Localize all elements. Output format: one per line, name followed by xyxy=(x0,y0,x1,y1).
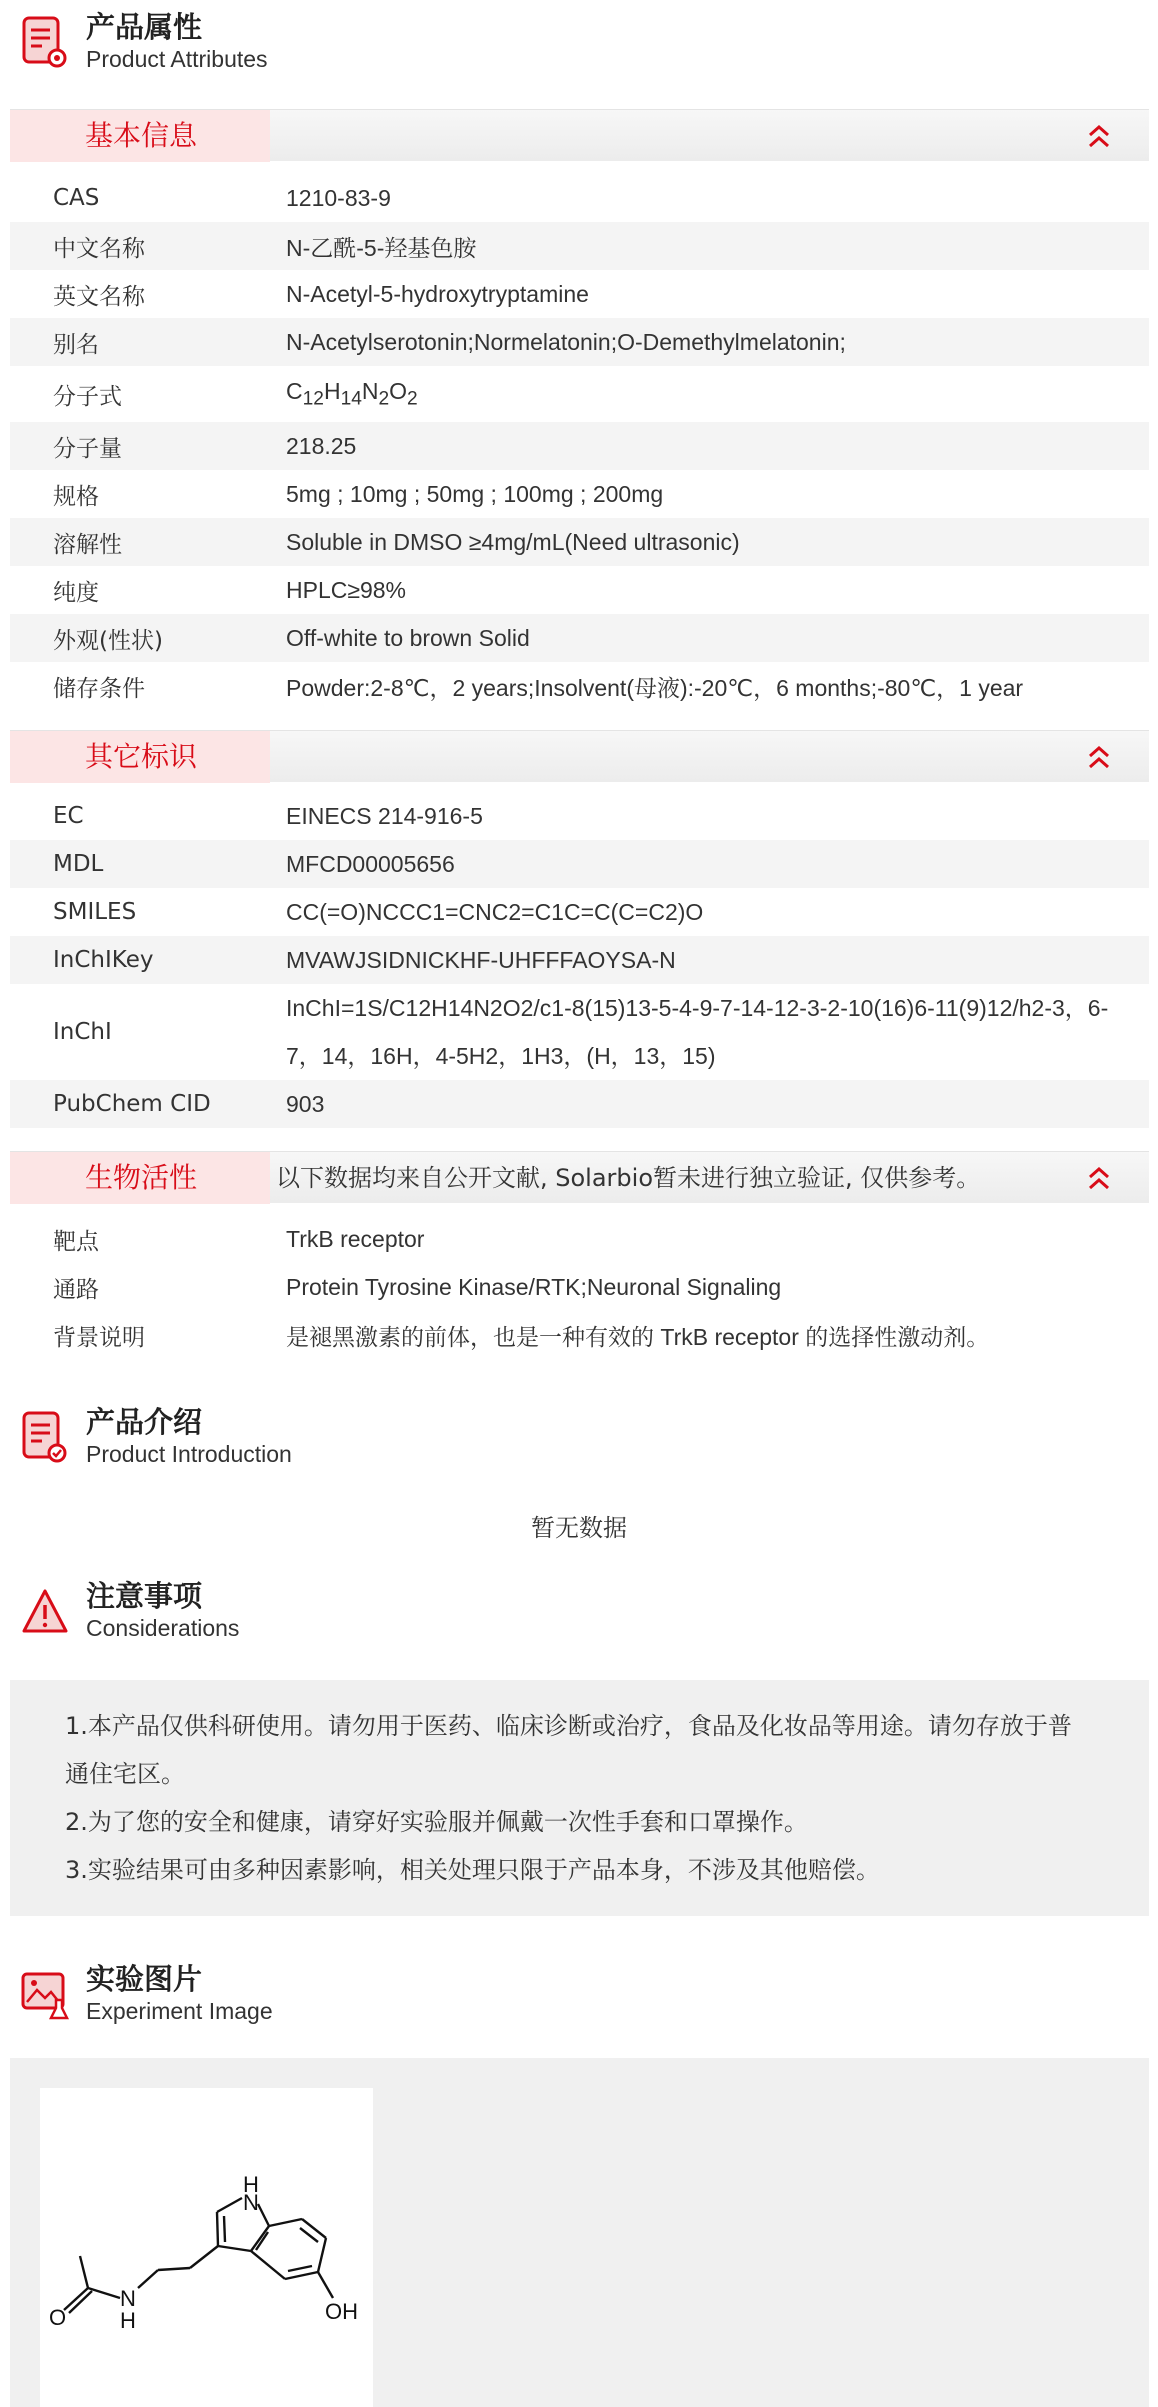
row-value: 218.25 xyxy=(286,432,357,459)
row-value: 1210-83-9 xyxy=(286,184,391,211)
row-value: N-乙酰-5-羟基色胺 xyxy=(286,234,477,261)
section-bar-other[interactable] xyxy=(10,730,1149,782)
document-gear-icon xyxy=(20,12,70,72)
table-row-spec xyxy=(10,470,1149,518)
row-value: MFCD00005656 xyxy=(286,850,455,877)
row-key: SMILES xyxy=(53,899,137,925)
other-id-table xyxy=(10,792,1149,1128)
row-value: MVAWJSIDNICKHF-UHFFFAOYSA-N xyxy=(286,946,676,973)
row-key: CAS xyxy=(53,185,100,211)
row-key: MDL xyxy=(53,851,104,877)
row-key: 背景说明 xyxy=(53,1324,145,1351)
warning-triangle-icon xyxy=(20,1581,70,1641)
row-key: 溶解性 xyxy=(53,531,122,558)
row-key: InChI xyxy=(53,1019,112,1045)
disclaimer-note: 以下数据均来自公开文献, Solarbio暂未进行独立验证, 仅供参考。 xyxy=(276,1164,981,1192)
row-value: Soluble in DMSO ≥4mg/mL(Need ultrasonic) xyxy=(286,528,740,555)
table-row-purity xyxy=(10,566,1149,614)
collapse-chevron-icon[interactable] xyxy=(1087,122,1111,150)
table-row-storage xyxy=(10,662,1149,710)
row-key: PubChem CID xyxy=(53,1091,211,1117)
row-key: 别名 xyxy=(53,331,99,358)
section-header-considerations xyxy=(20,1579,239,1643)
table-row-target xyxy=(10,1215,1149,1263)
section-title-en: Product Attributes xyxy=(86,46,268,72)
section-title-en: Considerations xyxy=(86,1615,240,1641)
chemical-structure-drawing xyxy=(40,2088,373,2407)
image-flask-icon xyxy=(20,1964,70,2024)
section-bar-label: 其它标识 xyxy=(10,731,270,783)
section-bar-basic[interactable] xyxy=(10,109,1149,161)
table-row-pathway xyxy=(10,1263,1149,1311)
row-value: CC(=O)NCCC1=CNC2=C1C=C(C=C2)O xyxy=(286,898,704,925)
row-value: Off-white to brown Solid xyxy=(286,624,530,651)
row-value: InChI=1S/C12H14N2O2/c1-8(15)13-5-4-9-7-14-12-3-2-10(16)6-11(9)12/h2-3，6-7，14，16H，4-5H2，1H3，(H，13，15) xyxy=(286,995,1109,1069)
table-row-smiles xyxy=(10,888,1149,936)
formula-value: $C_{12}H_{14}N_2O_2$ xyxy=(286,377,418,410)
section-header-experiment xyxy=(20,1962,273,2026)
atom-label-n-ring: N xyxy=(243,2190,259,2215)
row-key: 靶点 xyxy=(53,1228,99,1255)
table-row-appearance xyxy=(10,614,1149,662)
table-row-cas xyxy=(10,174,1149,222)
table-row-background xyxy=(10,1311,1149,1359)
row-key: 中文名称 xyxy=(53,235,145,262)
section-header-attributes xyxy=(20,10,268,74)
section-title-en: Experiment Image xyxy=(86,1998,273,2024)
row-key: 英文名称 xyxy=(53,283,145,310)
row-value: Powder:2-8℃，2 years;Insolvent(母液):-20℃，6 months;-80℃，1 year xyxy=(286,674,1024,701)
no-data-text: 暂无数据 xyxy=(531,1514,627,1542)
section-title-zh: 注意事项 xyxy=(86,1579,203,1613)
consideration-item: 2.为了您的安全和健康，请穿好实验服并佩戴一次性手套和口罩操作。 xyxy=(65,1808,808,1836)
consideration-item: 3.实验结果可由多种因素影响，相关处理只限于产品本身，不涉及其他赔偿。 xyxy=(65,1856,880,1884)
table-row-alias xyxy=(10,318,1149,366)
row-key: 外观(性状) xyxy=(53,627,163,654)
section-title-en: Product Introduction xyxy=(86,1441,292,1467)
section-bar-bio[interactable] xyxy=(10,1151,1149,1203)
atom-label-oh: OH xyxy=(325,2299,358,2324)
document-check-icon xyxy=(20,1407,70,1467)
row-value: 903 xyxy=(286,1090,325,1117)
bio-activity-table xyxy=(10,1215,1149,1359)
row-key: 纯度 xyxy=(53,579,99,606)
table-row-formula xyxy=(10,366,1149,422)
row-key: 规格 xyxy=(53,483,99,510)
section-bar-label: 基本信息 xyxy=(10,110,270,162)
experiment-image-panel xyxy=(10,2058,1149,2407)
consideration-item: 1.本产品仅供科研使用。请勿用于医药、临床诊断或治疗，食品及化妆品等用途。请勿存放于普通住宅区。 xyxy=(65,1712,1072,1788)
row-value: 是褪黑激素的前体，也是一种有效的 TrkB receptor 的选择性激动剂。 xyxy=(286,1323,990,1350)
collapse-chevron-icon[interactable] xyxy=(1087,1164,1111,1192)
row-value: N-Acetyl-5-hydroxytryptamine xyxy=(286,280,589,307)
atom-label-o: O xyxy=(49,2305,67,2330)
row-value: 5mg ; 10mg ; 50mg ; 100mg ; 200mg xyxy=(286,480,664,507)
table-row-zh-name xyxy=(10,222,1149,270)
considerations-box xyxy=(10,1680,1149,1916)
atom-label-n-amide: N xyxy=(120,2286,136,2311)
section-title-zh: 产品属性 xyxy=(86,10,203,44)
collapse-chevron-icon[interactable] xyxy=(1087,743,1111,771)
table-row-inchi xyxy=(10,984,1149,1080)
atom-label-h-amide: H xyxy=(120,2308,136,2333)
table-row-en-name xyxy=(10,270,1149,318)
basic-info-table xyxy=(10,174,1149,710)
row-value: HPLC≥98% xyxy=(286,576,407,603)
row-key: 分子量 xyxy=(53,435,122,462)
row-key: InChIKey xyxy=(53,947,154,973)
row-key: 储存条件 xyxy=(53,675,145,702)
section-header-intro xyxy=(20,1405,292,1469)
row-key: 通路 xyxy=(53,1276,99,1303)
row-key: EC xyxy=(53,803,84,829)
section-title-zh: 实验图片 xyxy=(86,1962,203,1996)
table-row-mdl xyxy=(10,840,1149,888)
section-title-zh: 产品介绍 xyxy=(86,1405,203,1439)
row-value: N-Acetylserotonin;Normelatonin;O-Demethylmelatonin; xyxy=(286,328,846,355)
row-value: EINECS 214-916-5 xyxy=(286,802,483,829)
table-row-pubchem xyxy=(10,1080,1149,1128)
structure-image[interactable] xyxy=(40,2088,373,2407)
atom-label-h-ring: H xyxy=(243,2172,259,2197)
table-row-ec xyxy=(10,792,1149,840)
table-row-mw xyxy=(10,422,1149,470)
table-row-solubility xyxy=(10,518,1149,566)
row-key: 分子式 xyxy=(53,383,122,410)
table-row-inchikey xyxy=(10,936,1149,984)
section-bar-label: 生物活性 xyxy=(10,1152,270,1204)
row-value: TrkB receptor xyxy=(286,1225,425,1252)
row-value: Protein Tyrosine Kinase/RTK;Neuronal Signaling xyxy=(286,1273,782,1300)
